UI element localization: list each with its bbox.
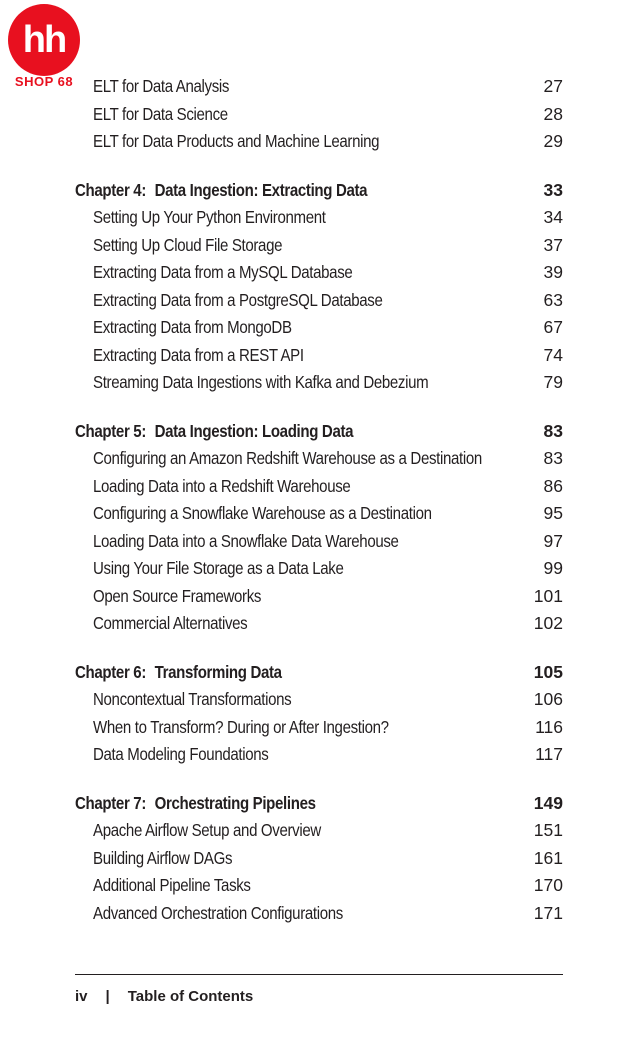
toc-section-title: Additional Pipeline Tasks xyxy=(93,875,251,895)
footer-page-number: iv xyxy=(75,988,88,1005)
toc-section-title: Using Your File Storage as a Data Lake xyxy=(93,558,344,578)
toc-page-number: 34 xyxy=(543,207,563,227)
toc-chapter-row[interactable] xyxy=(75,421,563,445)
toc-section-row[interactable] xyxy=(93,345,563,369)
toc-page-number: 170 xyxy=(533,875,563,895)
toc-section-row[interactable] xyxy=(93,262,563,286)
toc-chapter-title: Data Ingestion: Extracting Data xyxy=(154,179,368,200)
toc-section-title: ELT for Data Analysis xyxy=(93,76,230,96)
toc-chapter-heading xyxy=(75,421,353,442)
toc-section-title: Commercial Alternatives xyxy=(93,613,248,633)
footer-label: Table of Contents xyxy=(127,988,254,1005)
toc-chapter-number: Chapter 6: xyxy=(75,661,146,682)
footer-rule xyxy=(75,974,563,975)
toc-section-title: Extracting Data from MongoDB xyxy=(93,317,292,337)
toc-page-number: 105 xyxy=(533,661,563,682)
toc-page-number: 86 xyxy=(543,475,563,496)
toc-section-title: Extracting Data from a REST API xyxy=(93,344,304,365)
toc-page-number: 29 xyxy=(543,131,563,151)
toc-chapter-title: Orchestrating Pipelines xyxy=(154,792,316,813)
toc-section-row[interactable] xyxy=(93,717,563,741)
toc-chapter-number: Chapter 7: xyxy=(75,792,146,813)
toc-page-number: 101 xyxy=(533,585,563,606)
toc-section-row[interactable] xyxy=(93,372,563,396)
toc-section-title: Apache Airflow Setup and Overview xyxy=(93,820,321,840)
toc-chapter-heading xyxy=(75,180,367,201)
toc-section-row[interactable] xyxy=(93,76,563,100)
toc-page-number: 151 xyxy=(533,820,563,840)
toc-section-row[interactable] xyxy=(93,207,563,231)
page-footer xyxy=(75,988,253,1005)
toc-section-row[interactable] xyxy=(93,689,563,713)
toc-section-title: Open Source Frameworks xyxy=(93,585,262,606)
toc-page-number: 74 xyxy=(543,344,563,365)
shop-logo xyxy=(6,4,82,90)
toc-section-row[interactable] xyxy=(93,476,563,500)
logo-subtitle: SHOP 68 xyxy=(14,74,74,89)
toc-section-row[interactable] xyxy=(93,744,563,768)
toc-section-row[interactable] xyxy=(93,131,563,155)
toc-chapter-heading xyxy=(75,793,316,814)
toc-section-row[interactable] xyxy=(93,820,563,844)
toc-section-title: When to Transform? During or After Ingestion? xyxy=(93,716,389,737)
toc-page-number: 161 xyxy=(533,847,563,868)
toc-section-title: Streaming Data Ingestions with Kafka and Debezium xyxy=(93,372,429,392)
toc-section-title: ELT for Data Science xyxy=(93,103,228,124)
toc-chapter-row[interactable] xyxy=(75,180,563,204)
toc-section-row[interactable] xyxy=(93,613,563,637)
toc-section-row[interactable] xyxy=(93,290,563,314)
toc-page-number: 116 xyxy=(535,716,563,737)
toc-section-row[interactable] xyxy=(93,531,563,555)
toc-page-number: 37 xyxy=(543,234,563,255)
toc-section-title: Configuring an Amazon Redshift Warehouse as a Destination xyxy=(93,448,482,468)
toc-section-title: Data Modeling Foundations xyxy=(93,744,269,764)
toc-page-number: 95 xyxy=(543,503,563,523)
toc-section-title: ELT for Data Products and Machine Learning xyxy=(93,131,380,151)
toc-section-row[interactable] xyxy=(93,503,563,527)
toc-section-title: Configuring a Snowflake Warehouse as a Destination xyxy=(93,503,432,523)
toc-page-number: 27 xyxy=(543,76,563,96)
toc-chapter-row[interactable] xyxy=(75,793,563,817)
toc-page-number: 33 xyxy=(543,179,563,200)
toc-page-number: 149 xyxy=(533,792,563,813)
toc-page-number: 106 xyxy=(533,689,563,709)
toc-page-number: 171 xyxy=(533,902,563,923)
toc-section-title: Building Airflow DAGs xyxy=(93,847,233,868)
toc-chapter-number: Chapter 5: xyxy=(75,420,146,441)
toc-page-number: 83 xyxy=(543,448,563,468)
toc-section-title: Loading Data into a Snowflake Data Warehouse xyxy=(93,530,399,551)
toc-section-row[interactable] xyxy=(93,448,563,472)
toc-chapter-title: Transforming Data xyxy=(154,661,282,682)
toc-page-number: 83 xyxy=(543,420,563,441)
toc-section-row[interactable] xyxy=(93,903,563,927)
toc-section-title: Noncontextual Transformations xyxy=(93,689,292,709)
toc-section-title: Advanced Orchestration Configurations xyxy=(93,902,343,923)
toc-page-number: 67 xyxy=(543,317,563,337)
toc-chapter-row[interactable] xyxy=(75,662,563,686)
toc-section-row[interactable] xyxy=(93,848,563,872)
toc-chapter-heading xyxy=(75,662,282,683)
footer-separator: | xyxy=(105,988,110,1005)
toc-page-number: 117 xyxy=(535,744,563,764)
toc-section-row[interactable] xyxy=(93,235,563,259)
toc-section-title: Setting Up Cloud File Storage xyxy=(93,234,283,255)
toc-section-title: Loading Data into a Redshift Warehouse xyxy=(93,475,351,496)
toc-section-title: Extracting Data from a MySQL Database xyxy=(93,262,353,282)
toc-section-row[interactable] xyxy=(93,558,563,582)
toc-page-number: 97 xyxy=(543,530,563,551)
toc-page-number: 39 xyxy=(543,262,563,282)
logo-mark: hh xyxy=(8,4,80,76)
toc-page-number: 63 xyxy=(543,289,563,310)
toc-section-title: Extracting Data from a PostgreSQL Database xyxy=(93,289,383,310)
toc-chapter-title: Data Ingestion: Loading Data xyxy=(154,420,354,441)
toc-page-number: 99 xyxy=(543,558,563,578)
toc-section-row[interactable] xyxy=(93,104,563,128)
toc-page-number: 28 xyxy=(543,103,563,124)
toc-page-number: 102 xyxy=(533,613,563,633)
toc-page-number: 79 xyxy=(543,372,563,392)
toc-section-row[interactable] xyxy=(93,317,563,341)
toc-section-title: Setting Up Your Python Environment xyxy=(93,207,326,227)
toc-chapter-number: Chapter 4: xyxy=(75,179,146,200)
toc-section-row[interactable] xyxy=(93,586,563,610)
toc-section-row[interactable] xyxy=(93,875,563,899)
